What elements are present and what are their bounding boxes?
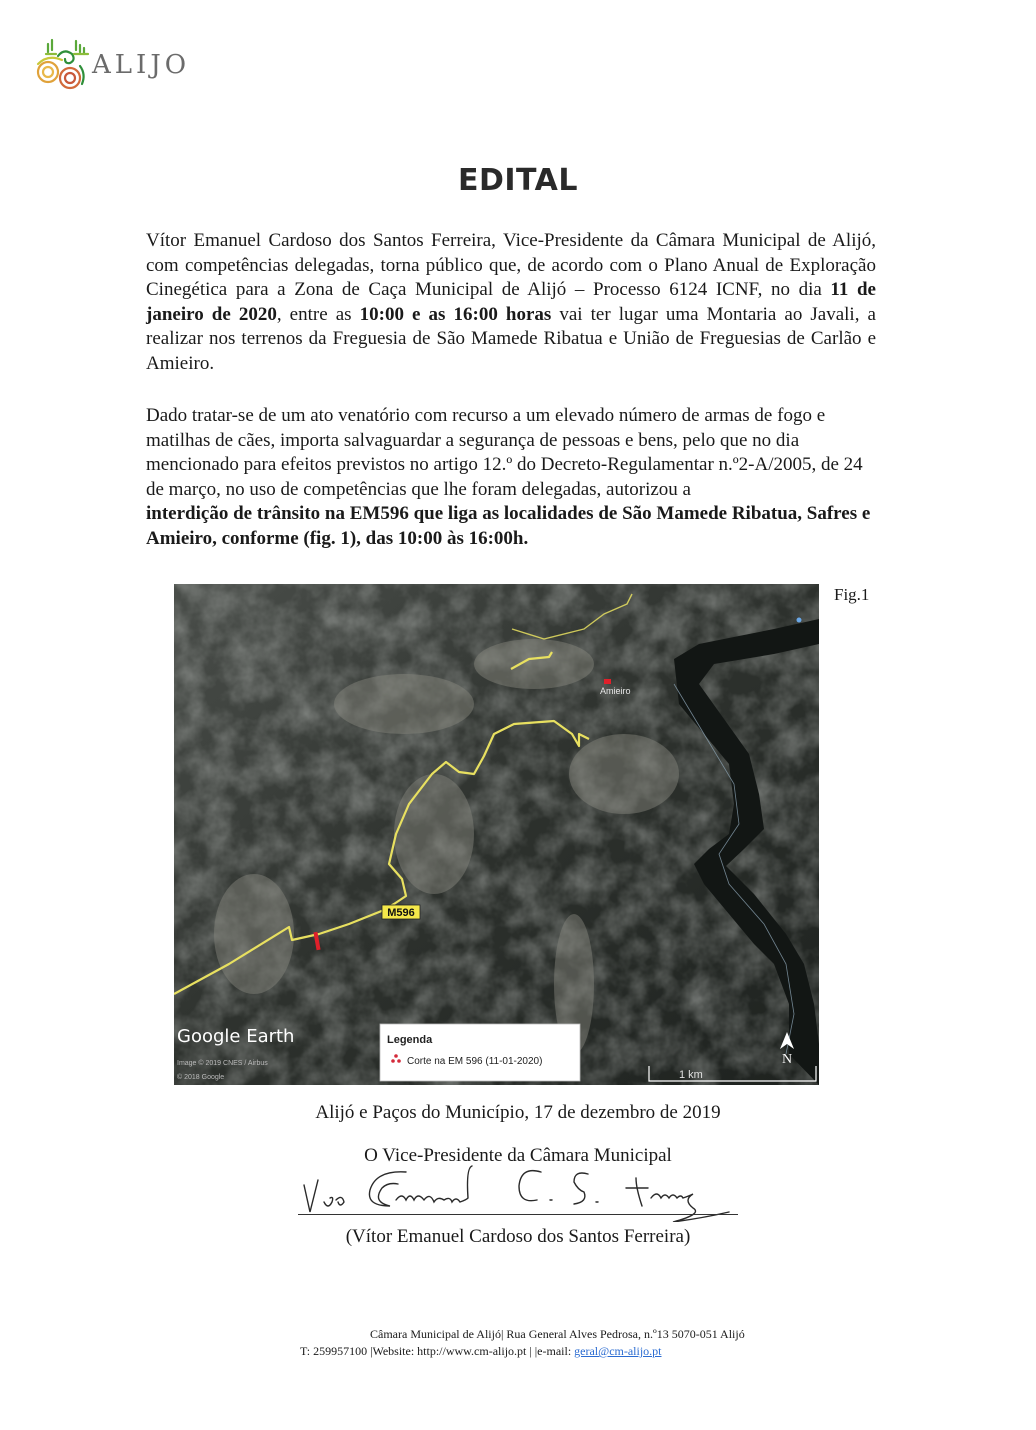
signature-line bbox=[298, 1214, 738, 1215]
google-earth-logo: Google Earth bbox=[177, 1026, 295, 1047]
event-date: 11 de janeiro de 2020 bbox=[146, 279, 876, 325]
signatory-name: (Vítor Emanuel Cardoso dos Santos Ferreira) bbox=[345, 1226, 691, 1247]
announcement-paragraph bbox=[146, 229, 876, 376]
page-title: EDITAL bbox=[457, 163, 579, 198]
handwritten-signature bbox=[296, 1150, 746, 1222]
satellite-map bbox=[174, 584, 819, 1085]
figure-label: Fig.1 bbox=[834, 585, 870, 604]
paragraph-text: vai ter lugar uma Montaria ao Javali, a realizar nos terrenos da Freguesia de São Mamede Ribatua e União de Freguesias de Carlão e Amieiro. bbox=[146, 303, 876, 374]
footer-email-link[interactable]: geral@cm-alijo.pt bbox=[574, 1344, 662, 1358]
traffic-interdiction: interdição de trânsito na EM596 que liga as localidades de São Mamede Ribatua, Safres e Amieiro, conforme (fig. 1), das 10:00 às 16:00h. bbox=[146, 503, 871, 549]
event-hours: 10:00 e as 16:00 horas bbox=[359, 303, 552, 325]
paragraph-text: , entre as bbox=[276, 303, 360, 325]
paragraph-text: Dado tratar-se de um ato venatório com recurso a um elevado número de armas de fogo e matilhas de cães, importa salvaguardar a segurança de pessoas e bens, pelo que no dia mencionado para efeitos previstos no artigo 12.º do Decreto-Regulamentar n.º2-A/2005, de 24 de março, no uso de competências que lhe foram delegadas, autorizou a bbox=[146, 405, 863, 500]
legend-item: Corte na EM 596 (11-01-2020) bbox=[407, 1056, 543, 1067]
footer-phone-website: T: 259957100 |Website: http://www.cm-alijo.pt | |e-mail: bbox=[300, 1344, 575, 1358]
map-legend bbox=[380, 1024, 580, 1081]
legend-title: Legenda bbox=[387, 1034, 433, 1046]
date-line: Alijó e Paços do Município, 17 de dezembro de 2019 bbox=[315, 1102, 721, 1123]
road-label-m596 bbox=[382, 905, 420, 919]
scale-label: 1 km bbox=[679, 1069, 703, 1081]
traffic-paragraph bbox=[146, 404, 876, 551]
amieiro-marker bbox=[604, 679, 611, 684]
road-label-text: M596 bbox=[387, 907, 415, 919]
footer-address: Câmara Municipal de Alijó| Rua General Alves Pedrosa, n.º13 5070-051 Alijó bbox=[370, 1327, 745, 1341]
north-label: N bbox=[781, 1052, 793, 1067]
imagery-credit: Image © 2019 CNES / Airbus bbox=[177, 1060, 268, 1067]
paragraph-text: Vítor Emanuel Cardoso dos Santos Ferreira, Vice-Presidente da Câmara Municipal de Alijó, com competências delegadas, torna público que, de acordo com o Plano Anual de Exploração Cinegética para a Zona de Caça Municipal de Alijó – Processo 6124 ICNF, no dia bbox=[146, 230, 876, 300]
signatory-role: O Vice-Presidente da Câmara Municipal bbox=[364, 1145, 672, 1166]
logo-emblem bbox=[38, 40, 88, 88]
map-poi-dot bbox=[797, 618, 802, 623]
place-label-amieiro: Amieiro bbox=[600, 686, 631, 696]
logo-wordmark: ALIJO bbox=[92, 50, 191, 80]
footer-contacts bbox=[300, 1344, 662, 1359]
copyright-credit: © 2018 Google bbox=[177, 1074, 225, 1081]
